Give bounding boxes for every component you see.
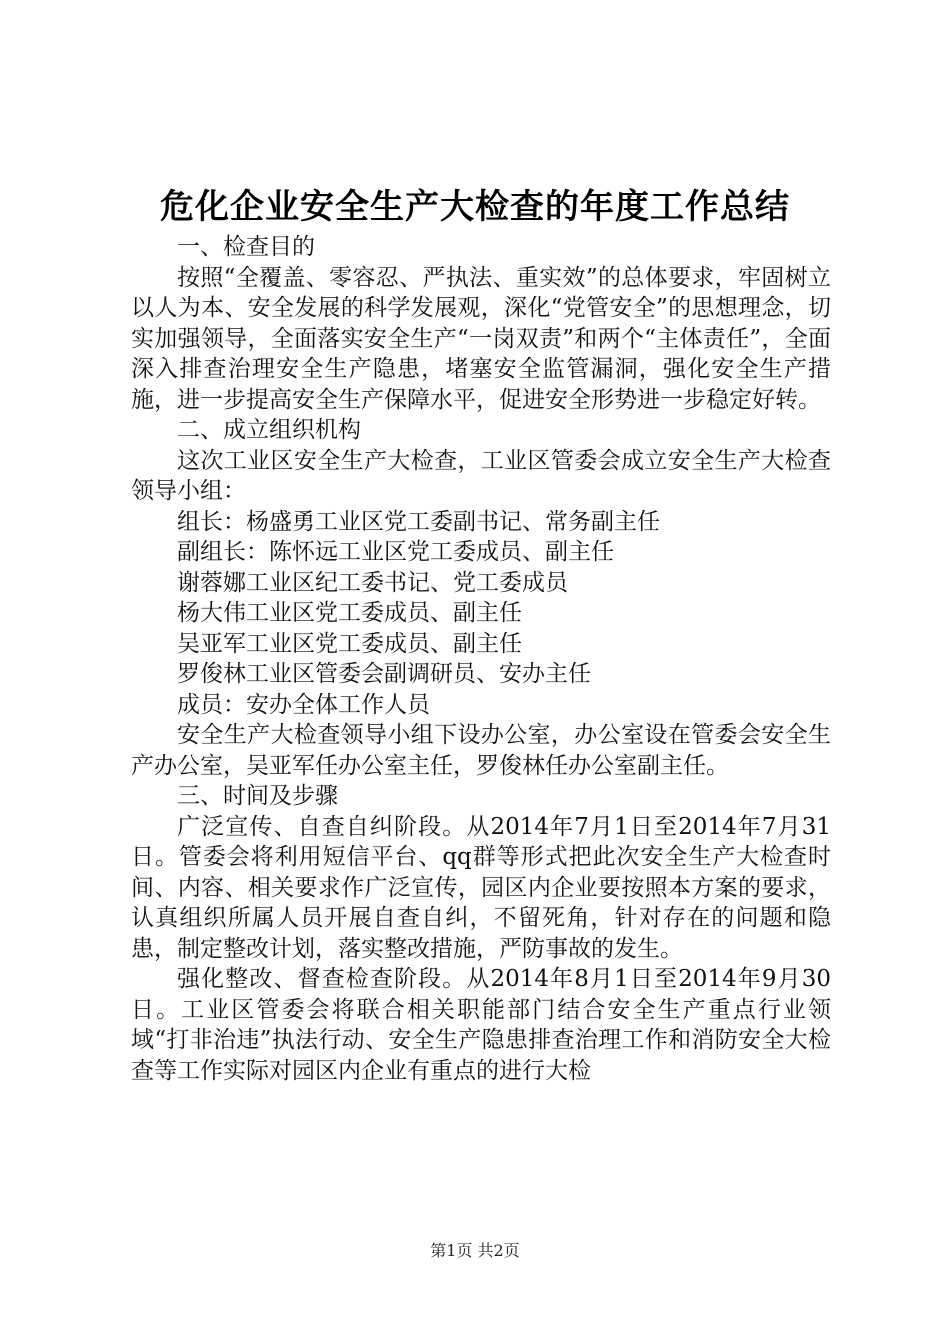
section-heading: 二、成立组织机构 <box>177 417 361 443</box>
document-body <box>131 232 831 1086</box>
body-paragraph: 按照“全覆盖、零容忍、严执法、重实效”的总体要求，牢固树立以人为本、安全发展的科学发展观，深化“党管安全”的思想理念，切实加强领导，全面落实安全生产“一岗双责”和两个“主体责任”，全面深入排查治理安全生产隐患，堵塞安全监管漏洞，强化安全生产措施，进一步提高安全生产保障水平，促进安全形势进一步稳定好转。 <box>131 264 831 413</box>
page-footer: 第1页 共2页 <box>430 1241 520 1260</box>
member-line: 谢蓉娜工业区纪工委书记、党工委成员 <box>177 569 568 596</box>
member-line: 组长：杨盛勇工业区党工委副书记、常务副主任 <box>177 508 660 535</box>
member-line: 杨大伟工业区党工委成员、副主任 <box>177 600 522 626</box>
member-line: 副组长：陈怀远工业区党工委成员、副主任 <box>177 539 614 565</box>
member-line: 罗俊林工业区管委会副调研员、安办主任 <box>177 661 591 687</box>
section-heading: 一、检查目的 <box>177 234 315 260</box>
document-title: 危化企业安全生产大检查的年度工作总结 <box>160 187 790 227</box>
body-paragraph: 广泛宣传、自查自纠阶段。从2014年7月1日至2014年7月31日。管委会将利用短信平台、qq群等形式把此次安全生产大检查时间、内容、相关要求作广泛宣传，园区内企业要按照本方案的要求，认真组织所属人员开展自查自纠，不留死角，针对存在的问题和隐患，制定整改计划，落实整改措施，严防事故的发生。 <box>131 813 831 962</box>
body-paragraph: 安全生产大检查领导小组下设办公室，办公室设在管委会安全生产办公室，吴亚军任办公室主任，罗俊林任办公室副主任。 <box>131 722 831 779</box>
body-paragraph: 强化整改、督查检查阶段。从2014年8月1日至2014年9月30日。工业区管委会将联合相关职能部门结合安全生产重点行业领域“打非治违”执法行动、安全生产隐患排查治理工作和消防安全大检查等工作实际对园区内企业有重点的进行大检 <box>131 966 831 1084</box>
section-heading: 三、时间及步骤 <box>177 783 338 809</box>
member-line: 成员：安办全体工作人员 <box>177 691 430 718</box>
member-line: 吴亚军工业区党工委成员、副主任 <box>177 630 522 657</box>
body-paragraph: 这次工业区安全生产大检查，工业区管委会成立安全生产大检查领导小组： <box>131 447 831 504</box>
